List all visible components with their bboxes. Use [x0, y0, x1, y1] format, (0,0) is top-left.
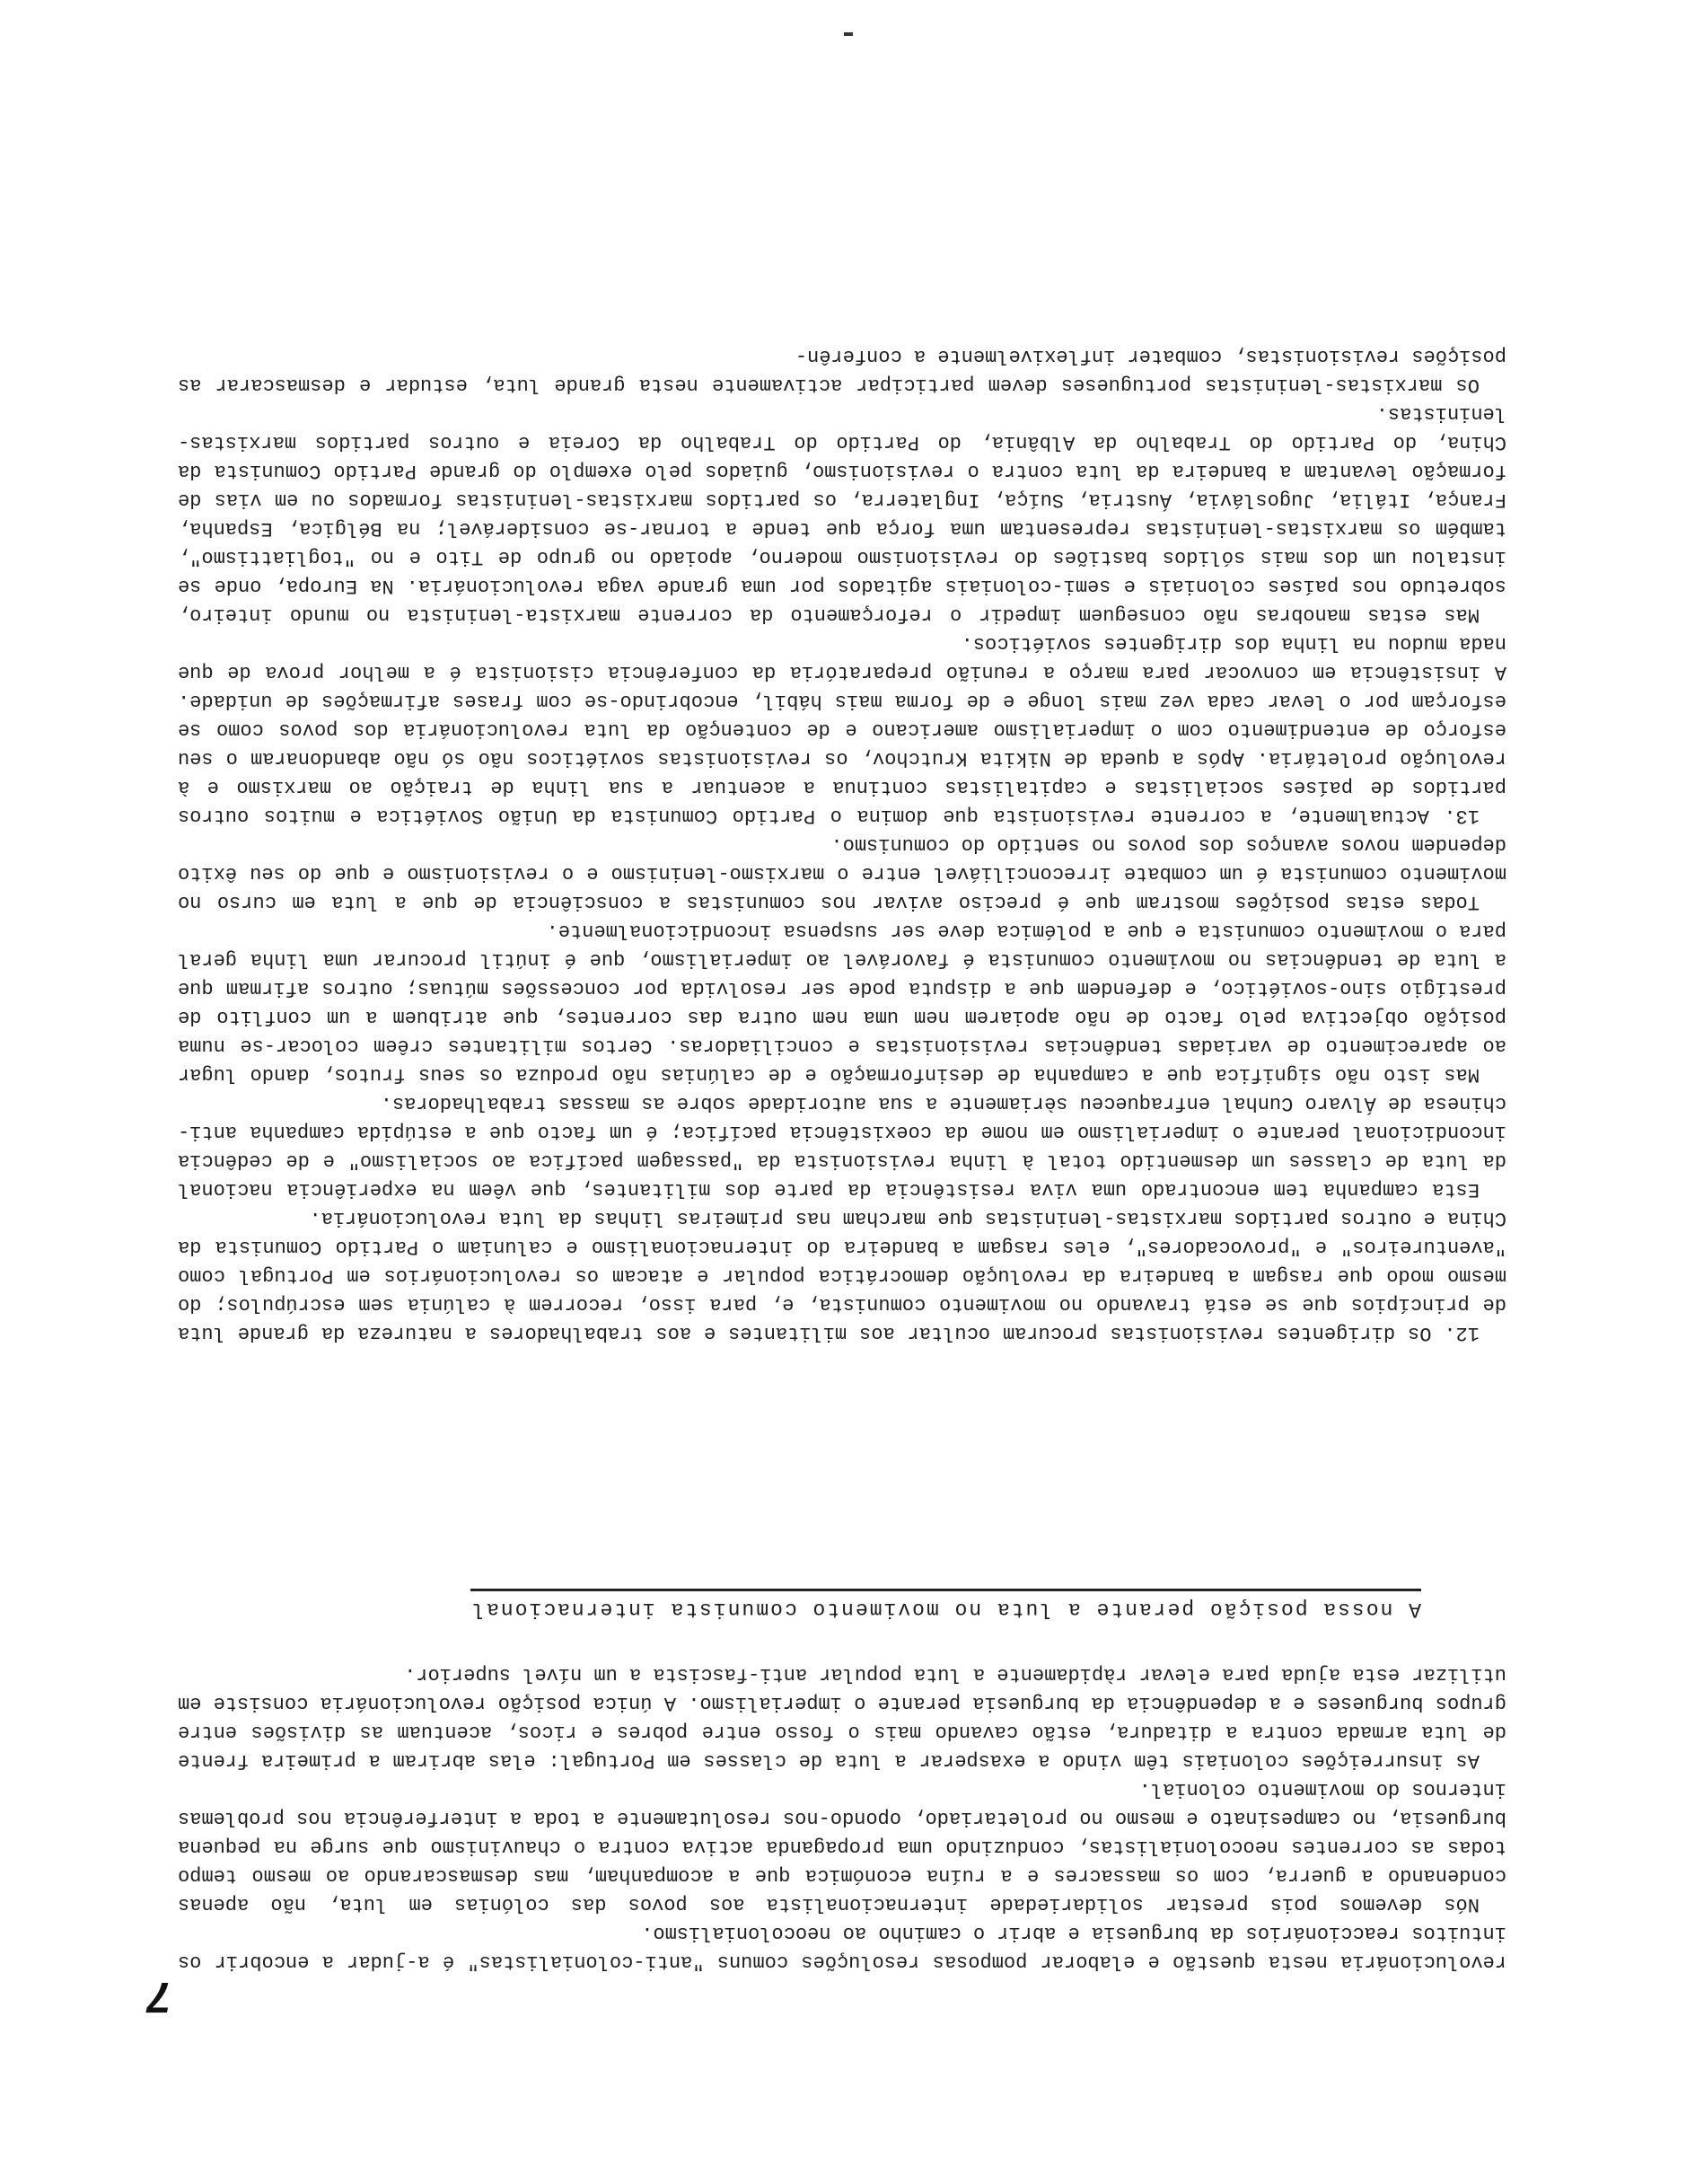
paragraph-solidariedade: Nós devemos pois prestar solidariedade internacionalista aos povos das colónias em luta, não apenas condenando a guerra, com os massacres e a ruína económica que a acompanham, mas desmascarando ao mesmo tempo todas as correntes neocolonialistas, conduzindo uma propaganda activa contra o chauvinismo que surge na pequena burguesia, no campesinato e mesmo no proletariado, opondo-nos resolutamente a toda a interferência nos problemas internos do movimento colonial. [178, 1778, 1506, 1915]
paragraph-12-calunias: Mas isto não significa que a campanha de desinformação e de calúnias não produza os seus frutos, dando lugar ao aparecimento de variadas tendências revisionistas e conciliadoras. Certos militantes crêem colocar-se numa posição objectiva pelo facto de não apoiarem nem uma nem outra das correntes, que atribuem a um conflito de prestígio sino-soviético, e defendem que a disputa pode ser resolvida por concessões mútuas; outros afirmam que a luta de tendências no movimento comunista é favorável ao imperialismo, que é inútil procurar uma linha geral para o movimento comunista e que a polémica deve ser suspensa incondicionalmente. [178, 920, 1506, 1086]
paragraph-12-campanha: Esta campanha tem encontrado uma viva resistência da parte dos militantes, que vêem na experiência nacional da luta de classes um desmentido total à linha revisionista da "passagem pacífica ao socialismo" e de cedência incondicional perante o imperialismo em nome da coexistência pacífica; é um facto que a estúpida campanha anti-chinesa de Álvaro Cunhal enfraqueceu sèriamente a sua autoridade sobre as massas trabalhadoras. [178, 1092, 1506, 1201]
text-block-top [178, 1589, 1506, 1976]
section-heading: A nossa posição perante a luta no movimento comunista internacional [470, 1589, 1421, 1624]
paragraph-12: 12. Os dirigentes revisionistas procuram ocultar aos militantes e aos trabalhadores a natureza da grande luta de princípios que se está travando no movimento comunista, e, para isso, recorrem à calúnia sem escrúpulos; do mesmo modo que rasgam a bandeira da revolução democrática popular e atacam os revolucionários em Portugal como "aventureiros" e "provocadores", eles rasgam a bandeira do internacionalismo e caluniam o Partido Comunista da China e outros partidos marxistas-leninistas que marcham nas primeiras linhas da luta revolucionária. [178, 1207, 1506, 1344]
paragraph-13-manobras: Mas estas manobras não conseguem impedir o reforçamento da corrente marxista-leninista no mundo inteiro, sobretudo nos países coloniais e semi-coloniais agitados por uma grande vaga revolucionária. Na Europa, onde se instalou um dos mais sólidos bastiões do revisionismo moderno, apoiado no grupo de Tito e no "togliattismo", também os marxistas-leninistas representam uma força que tende a tornar-se considerável; na Bélgica, Espanha, França, Itália, Jugoslávia, Áustria, Suíça, Inglaterra, os partidos marxistas-leninistas formados ou em vias de formação levantam a bandeira da luta contra o revisionismo, guiados pelo exemplo do grande Partido Comunista da China, do Partido do Trabalho da Albânia, do Partido do Trabalho da Coreia e outros partidos marxistas-leninistas. [178, 402, 1506, 626]
paragraph-revolucionaria: revolucionária nesta questão e elaborar pomposas resoluções comuns "anti-colonialistas" é a-judar a encobrir os intuitos reaccionários da burguesia e abrir o caminho ao neocolonialismo. [178, 1922, 1506, 1973]
paragraph-13-marxistas: Os marxistas-leninistas portugueses devem participar activamente nesta grande luta, estudar e desmascarar as posições revisionistas, combater inflexivelmente a conferên- [178, 345, 1506, 396]
paragraph-13: 13. Actualmente, a corrente revisionista que domina o Partido Comunista da União Soviética e muitos outros partidos de países socialistas e capitalistas continua a acentuar a sua linha de traição ao marxismo e à revolução proletária. Após a queda de Nikita Krutchov, os revisionistas soviéticos não só não abandonaram o seu esforço de entendimento com o imperialismo americano e de contenção da luta revolucionária dos povos como se esforçam por o levar cada vez mais longe e de forma mais hábil, encobrindo-se com frases afirmações de unidade. A insistência em convocar para março a reunião preparatória da conferência cisionista é a melhor prova de que nada mudou na linha dos dirigentes soviéticos. [178, 632, 1506, 827]
page-number: 7 [145, 1968, 173, 2020]
paragraph-insurreicoes: As insurreições coloniais têm vindo a exasperar a luta de classes em Portugal: elas abriram a primeira frente de luta armada contra a ditadura, estão cavando mais o fosso entre pobres e ricos, acentuam as divisões entre grupos burgueses e a dependência da burguesia perante o imperialismo. A única posição revolucionária consiste em utilizar esta ajuda para elevar ràpidamente a luta popular anti-fascista a um nível superior. [178, 1663, 1506, 1772]
paragraph-12-posicoes: Todas estas posições mostram que é preciso avivar nos comunistas a consciência de que a luta em curso no movimento comunista é um combate irreconciliável entre o marxismo-leninismo e o revisionismo e que do seu êxito dependem novos avanços dos povos no sentido do comunismo. [178, 833, 1506, 913]
scan-smudge [844, 32, 853, 36]
text-block-main [178, 341, 1506, 1347]
